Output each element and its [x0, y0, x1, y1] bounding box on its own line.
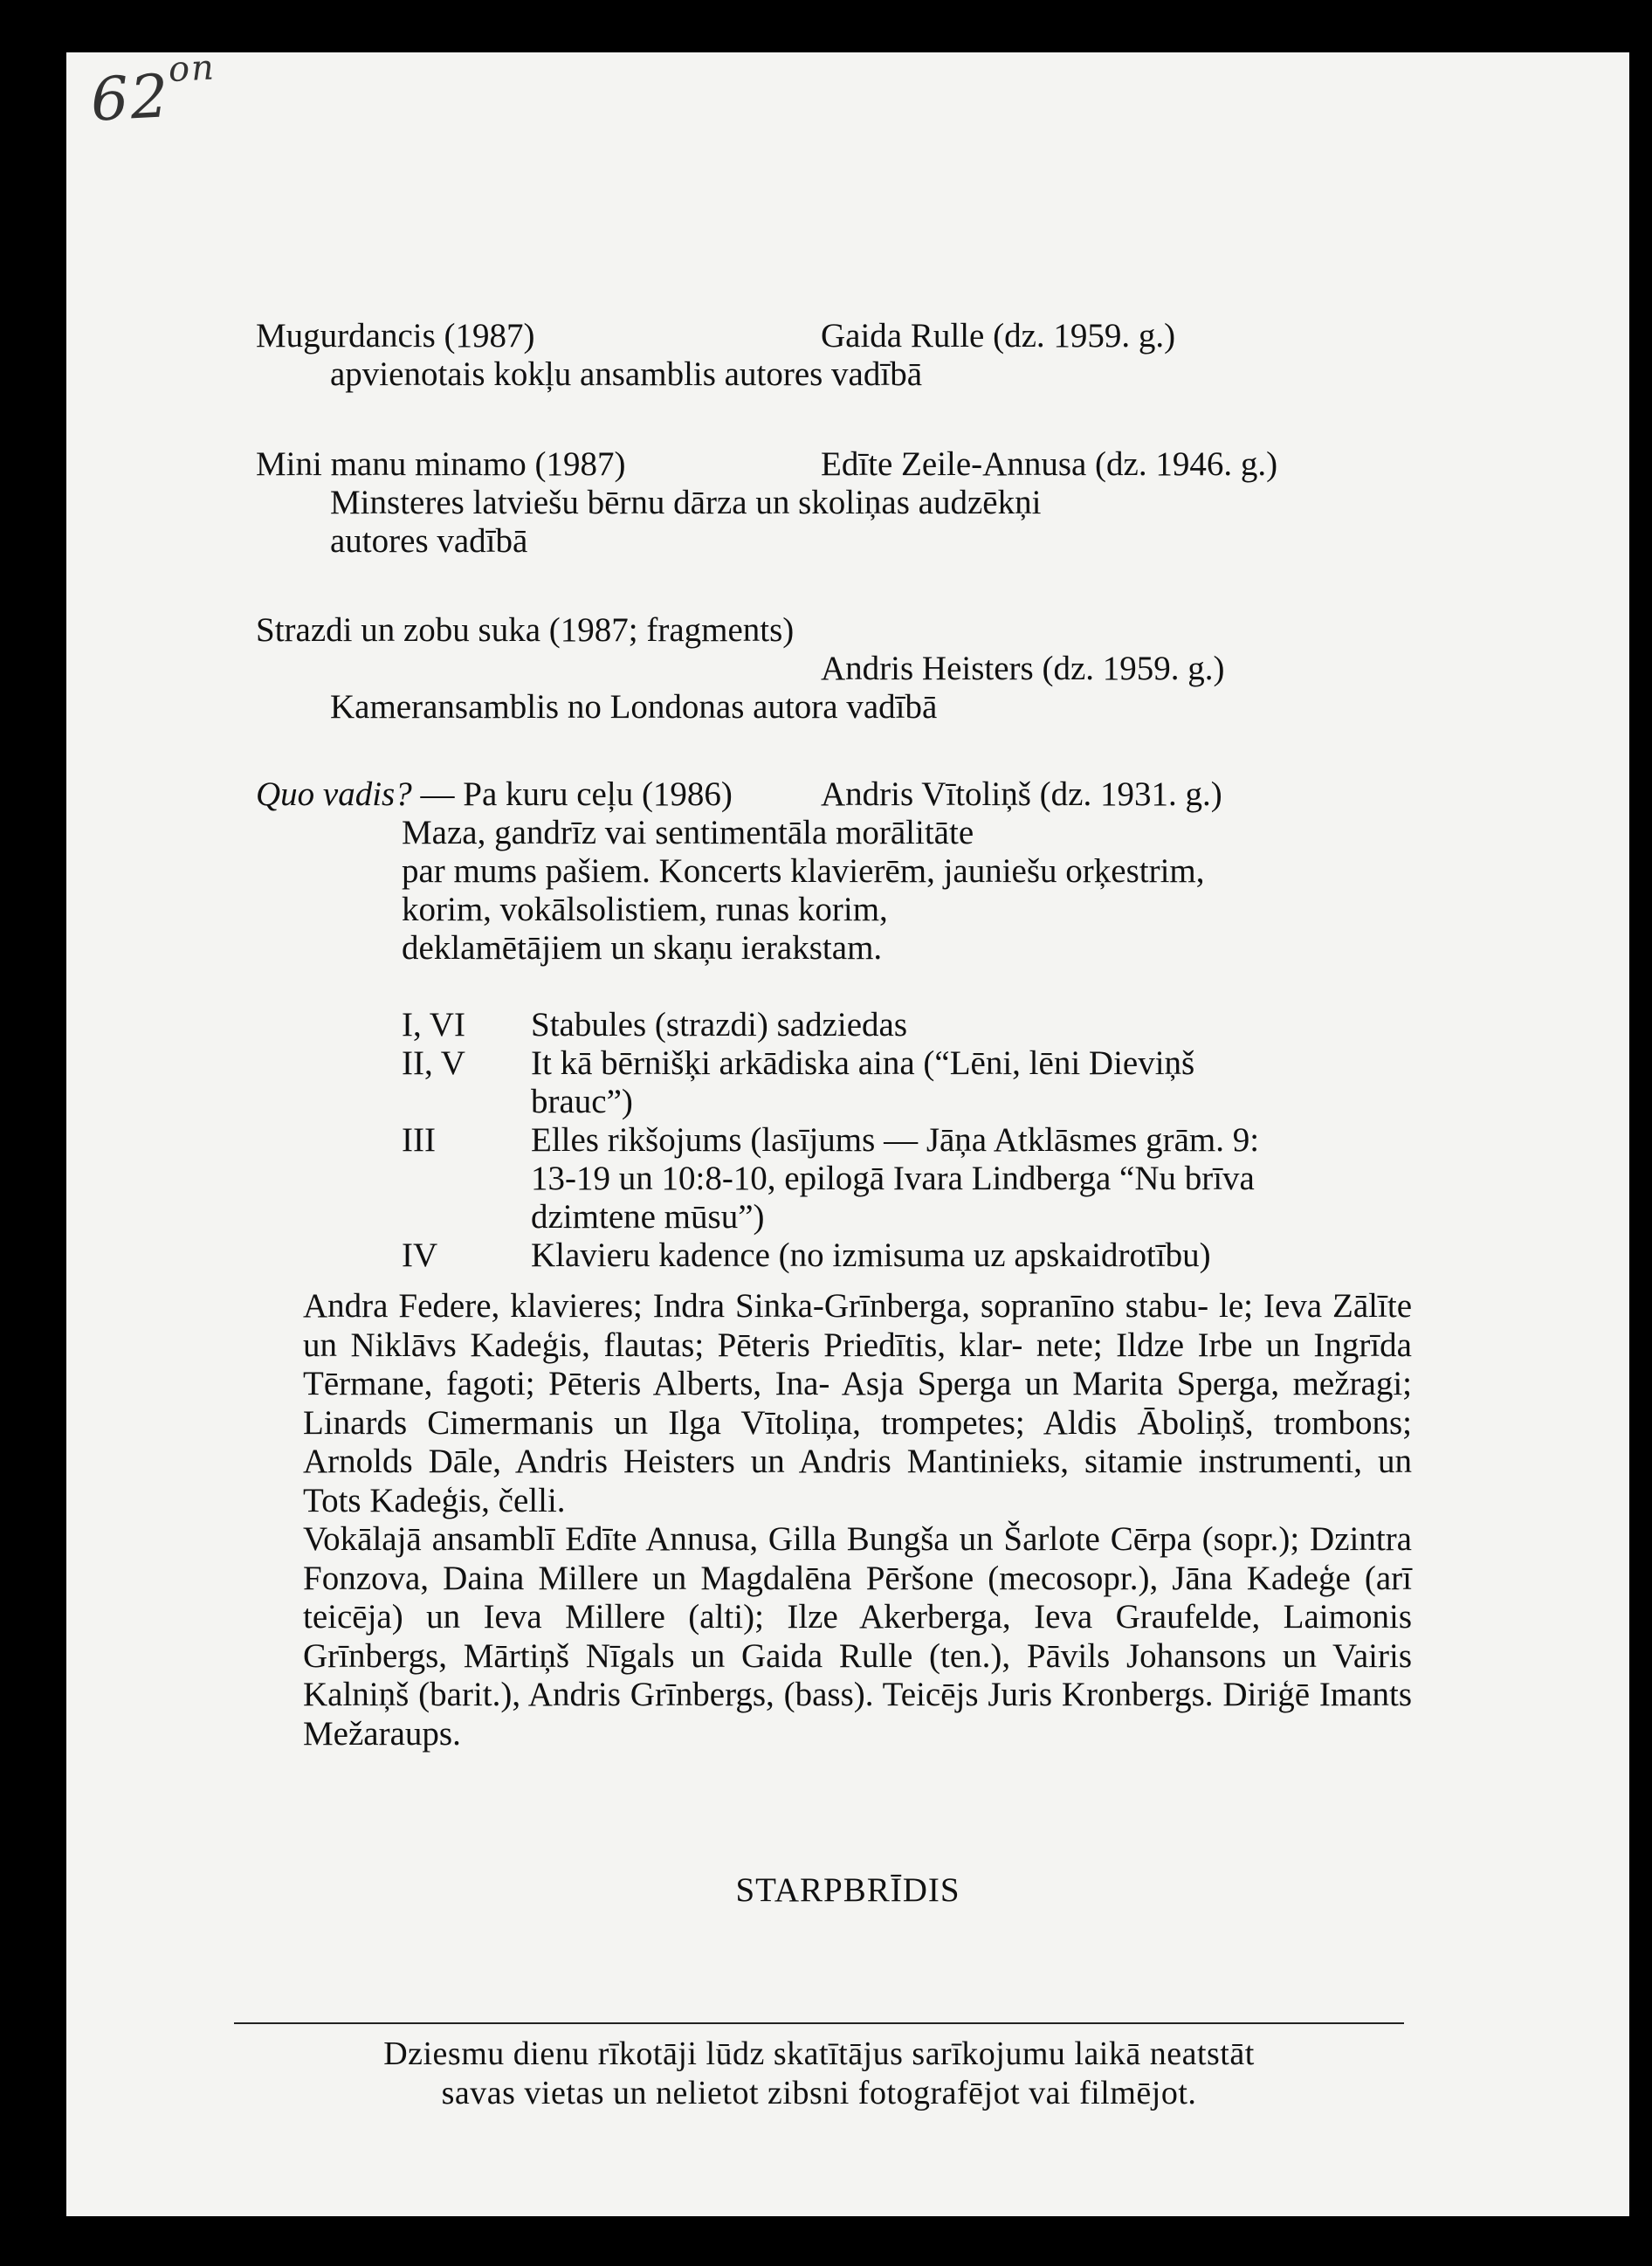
vocalists-paragraph: Vokālajā ansamblī Edīte Annusa, Gilla Bungša un Šarlote Cērpa (sopr.); Dzintra Fonzova, Daina Millere un Magdalēna Pēršone (mecosopr.), Jāna Kadeģe (arī teicēja) un Ieva Millere (alti); Ilze Akerberga, Ieva Graufelde, Laimonis Grīnbergs, Mārtiņš Nīgals un Gaida Rulle (ten.), Pāvils Johansons un Vairis Kalniņš (barit.), Andris Grīnbergs, (bass). Teicējs Juris Kronbergs. Diriģē Imants Mežaraups. — [303, 1520, 1412, 1753]
footer-notice — [234, 2035, 1404, 2113]
entry-title — [256, 775, 733, 814]
entry-description: autores vadībā — [330, 522, 528, 560]
footer-divider — [234, 2022, 1404, 2024]
movement-text: Klavieru kadence (no izmisuma uz apskaidrotību) — [531, 1236, 1211, 1274]
entry-composer: Andris Heisters (dz. 1959. g.) — [821, 650, 1225, 687]
entry-title-italic: Quo vadis? — [256, 775, 412, 813]
movement-number: III — [402, 1121, 436, 1159]
movement-text: Elles rikšojums (lasījums — Jāņa Atklāsmes grām. 9: 13-19 un 10:8-10, epilogā Ivara Lindberga “Nu brīva dzimtene mūsu”) — [531, 1121, 1260, 1236]
entry-title-rest: — Pa kuru ceļu (1986) — [411, 775, 733, 813]
movement-text: Stabules (strazdi) sadziedas — [531, 1006, 908, 1043]
instrumentalists-paragraph: Andra Federe, klavieres; Indra Sinka-Grīnberga, sopranīno stabu- le; Ieva Zālīte un Niklāvs Kadeģis, flautas; Pēteris Priedītis, klar- nete; Ildze Irbe un Ingrīda Tērmane, fagoti; Pēteris Alberts, Ina- Asja Sperga un Marita Sperga, mežragi; Linards Cimermanis un Ilga Vītoliņa, trompetes; Aldis Āboliņš, trombons; Arnolds Dāle, Andris Heisters un Andris Mantinieks, sitamie instrumenti, un Tots Kadeģis, čelli. — [303, 1287, 1412, 1519]
entry-description: Minsteres latviešu bērnu dārza un skoliņas audzēkņi — [330, 484, 1042, 521]
movement-number: IV — [402, 1236, 438, 1274]
entry-composer: Gaida Rulle (dz. 1959. g.) — [821, 317, 1176, 355]
entry-description: par mums pašiem. Koncerts klavierēm, jauniešu orķestrim, — [402, 852, 1205, 890]
movement-text: It kā bērnišķi arkādiska aina (“Lēni, lēni Dieviņš brauc”) — [531, 1044, 1195, 1120]
movement-number: I, VI — [402, 1006, 465, 1043]
entry-description: Maza, gandrīz vai sentimentāla morālitāte — [402, 814, 974, 851]
entry-description: korim, vokālsolistiem, runas korim, — [402, 891, 888, 928]
intermission-heading: STARPBRĪDIS — [735, 1871, 960, 1909]
movement-number: II, V — [402, 1044, 465, 1082]
entry-title: Strazdi un zobu suka (1987; fragments) — [256, 611, 795, 649]
entry-description: apvienotais kokļu ansamblis autores vadībā — [330, 355, 923, 393]
entry-title: Mini manu minamo (1987) — [256, 445, 626, 483]
footer-line: savas vietas un nelietot zibsni fotografējot vai filmējot. — [441, 2075, 1197, 2111]
entry-title: Mugurdancis (1987) — [256, 317, 535, 355]
entry-description: Kameransamblis no Londonas autora vadībā — [330, 688, 938, 726]
handwritten-page-note: $62^{on}$ — [89, 47, 217, 135]
entry-composer: Edīte Zeile-Annusa (dz. 1946. g.) — [821, 445, 1278, 483]
entry-description: deklamētājiem un skaņu ierakstam. — [402, 929, 883, 967]
program-page — [66, 47, 1629, 2216]
entry-composer: Andris Vītoliņš (dz. 1931. g.) — [821, 775, 1222, 813]
footer-line: Dziesmu dienu rīkotāji lūdz skatītājus sarīkojumu laikā neatstāt — [383, 2035, 1255, 2072]
performers-list — [303, 1287, 1412, 1753]
